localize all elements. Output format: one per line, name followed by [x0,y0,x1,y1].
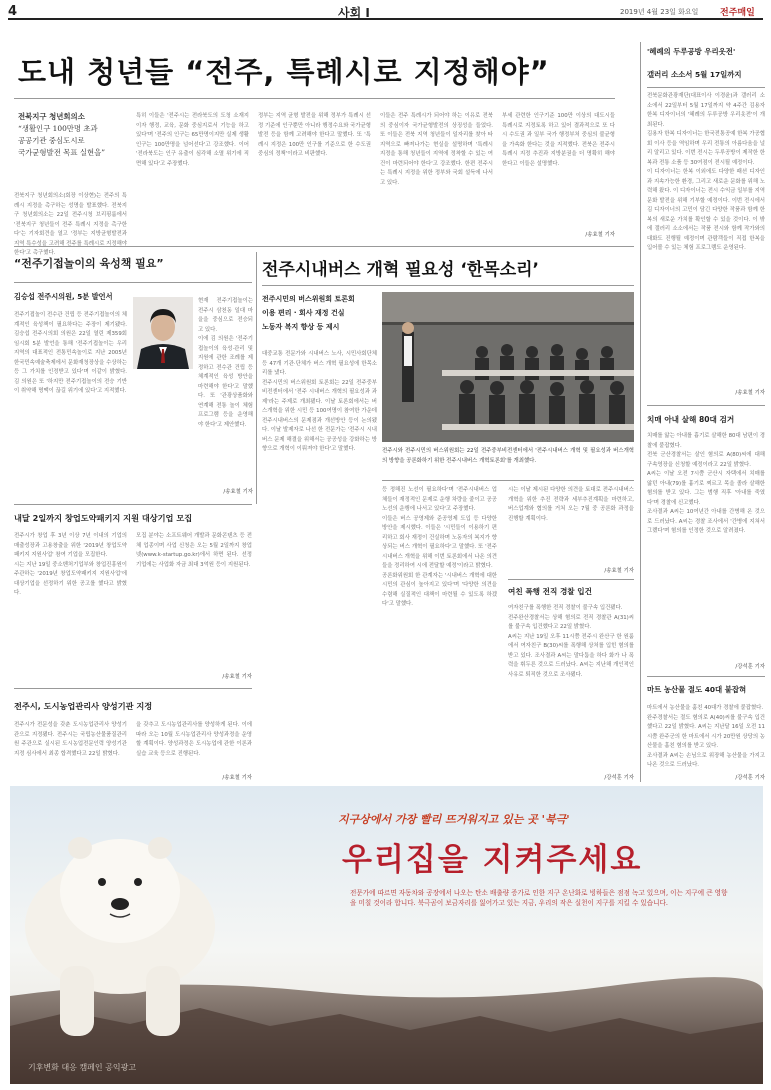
exhibition-box [647,46,765,398]
ad-background [10,786,763,1084]
kijeop-body-right: 현재 전주기접놀이는 전주시 삼천동 일대 마을을 중심으로 전승되고 있다. 이에 김 의원은 '전주기접놀이의 육성·관리 및 지원에 관한 조례를 제정하고 전수관 건립 등 체계적인 육성 방안을 마련해야 한다'고 말했다. 또 '관광상품화와 연계해 전통 놀이 체험 프로그램 등을 운영해야 한다'고 제안했다. [198,298,253,428]
top-body-col1: 전북지구 청년회의소(회장 이상현)는 전주의 특례시 지정을 촉구하는 성명을 발표했다. 전북지구 청년회의소는 22일 전주시청 브리핑룸에서 '전북지구 청년들이 전주 특례시 지정을 촉구한다'는 기자회견을 열고 '정부는 지방균형발전과 지역 특수성을 고려해 전주를 특례시로 지정해야 한다'고 촉구했다. [14,193,129,256]
bus-sub2: 이용 편리 · 회사 재정 건실 [262,309,345,317]
paper-name: 전주매일 [720,8,755,18]
left-rule-2 [14,688,252,689]
bus-rule [262,285,634,286]
kijeop-rule [14,282,252,283]
market-byline: /강석훈 기자 [735,775,765,781]
portrait-illustration [133,297,193,369]
bus-subheads [262,292,377,342]
ad-tagline: 지구상에서 가장 빨리 뜨거워지고 있는 곳 '북극' [338,813,570,826]
mid-rule [508,579,634,580]
top-subheads [18,111,128,186]
column-divider [640,42,641,782]
bus-left-body: 대중교통 전문가와 시내버스 노사, 시민사회단체 등 47개 기관·단체가 버스 개혁 필요성에 한목소리를 냈다. 전주시민의 버스위원회 토론회는 22일 전주중부비전센터에서 '전주 시내버스 개혁의 필요성과 과제'라는 주제로 개최됐다. 이날 토론회에서는 버스개혁을 위한 시민 등 100여명이 참여한 가운데 전주시내버스의 문제점과 개선방안 등이 논의됐다. 이날 발제자로 나선 한 전문가는 '전주시 시내버스 문제 해결을 위해서는 공공성을 강화하는 방향으로 개혁이 이뤄져야 한다'고 말했다. [262,351,377,452]
farm-title: 전주시, 도시농업관리사 양성기관 지정 [14,701,153,711]
exhibition-body: 전북문화관광재단(대표이사 이경윤)과 갤러리 소소에서 22일부터 5월 17일까지 약 4주간 김용자 한복 디자이너의 '혜례의 두루공방 우리옷전'이 개최된다. 김용자 한복 디자이너는 한국전통공예 한복 가공협회 이사 등을 역임하며 우리 전통의 아름다움을 널리 알리고 있다. 이번 전시는 두루공방이 제작한 한복과 전통 소품 등 30여점이 전시될 예정이다. 이 디자이너는 한복 이외에도 다양한 패션 디자인과 지속가능한 환경, 그리고 새로운 문화를 위해 노력해 왔다. 이 디자이너는 전시 수익금 일부를 지역 문화 발전을 위해 기부할 예정이다. 이번 전시에서 김 디자이너의 고민이 담긴 다양한 작품과 함께 한복의 새로운 가치를 확인할 수 있을 것이다. 이 밖에 갤러리 소소에서는 작품 전시와 함께 작가와의 대화도 진행될 예정이며 관람객들이 직접 한복을 입어볼 수 있는 체험 프로그램도 운영된다. [647,93,765,251]
market-title: 마트 농산물 절도 40대 붙잡혀 [647,685,747,694]
subhead-line: 공공기관 중심도시로 [18,136,85,145]
ad-body: 전문가에 따르면 자동차와 공장에서 나오는 탄소 배출량 증가로 인한 지구 온난화로 빙하들은 점점 녹고 있으며, 이는 지구에 큰 영향을 미칠 것이라 합니다. 북극곰이 보금자리를 잃어가고 있는 지금, 우리의 작은 실천이 지구를 지킬 수 있습니다. [350,889,728,907]
kijeop-title: “전주기접놀이의 육성책 필요” [14,257,164,270]
exhibition-rule [647,87,765,88]
top-body-col4: 이들은 전주 특례시가 되어야 하는 이유로 전북의 중심이자 국가균형발전의 상징성을 들었다. 또 이들은 전북 지역 청년들이 일자리를 찾아 타 지역으로 빠져나가는 현실을 설명하며 '특례시 지정을 통해 청년들이 지역에 정착할 수 있는 여건이 마련되어야 한다'고 강조했다. 한편 전주시는 특례시 지정을 위한 정부와 국회 설득에 나서고 있다. [380,113,495,186]
exhibition-title: '혜례의 두루공방 우리옷전' [647,47,736,56]
assault-body: 여자친구를 폭행한 전직 경찰이 불구속 입건됐다. 전주완산경찰서는 상해 혐의로 전직 경찰관 A(31)씨를 불구속 입건했다고 22일 밝혔다. A씨는 지난 19일 오후 11시쯤 전주시 완산구 한 원룸에서 여자친구 B(30)씨를 폭행해 상처를 입힌 혐의를 받고 있다. 조사결과 A씨는 말다툼을 하다 화가 나 폭력을 휘두른 것으로 드러났다. A씨는 지난해 개인적인 사유로 퇴직한 것으로 조사됐다. [508,605,634,678]
assault-byline: /강석훈 기자 [604,775,634,781]
startup-title: 내달 2일까지 창업도약패키지 지원 대상기업 모집 [14,513,193,523]
right-rule-2 [647,676,765,677]
forum-photo [382,292,634,442]
elderly-body: 치매를 앓는 아내를 흉기로 살해한 80대 남편이 경찰에 붙잡혔다. 전북 군산경찰서는 살인 혐의로 A(80)씨에 대해 구속영장을 신청할 예정이라고 22일 밝혔다. A씨는 이날 오전 7시쯤 군산시 자택에서 치매를 앓던 아내(79)를 흉기로 찌르고 목을 졸라 살해한 혐의를 받고 있다. 그는 범행 직후 '아내를 죽였다'며 경찰에 신고했다. 조사결과 A씨는 10여년간 아내를 간병해 온 것으로 드러났다. A씨는 경찰 조사에서 '간병에 지쳐서 그랬다'며 혐의를 인정한 것으로 알려졌다. [647,433,765,534]
right-rule-1 [647,405,765,406]
startup-body-left: 전주시가 창업 후 3년 이상 7년 이내의 기업의 매출성장과 고용창출을 위한 '2019년 창업도약패키지 지원사업' 참여 기업을 모집한다. 시는 지난 19일 중소벤처기업부와 창업진흥원이 주관하는 '2019년 창업도약패키지 지원사업'에 대상기업을 선정하기 위한 공고를 했다고 밝혔다. [14,533,127,596]
forum-scene [382,292,634,442]
startup-byline: /송효철 기자 [222,674,252,680]
top-body-col5: 부세 관련한 인구기준 100만 이상의 대도시들 특례시로 지정토록 하고 있어 결과적으로 또 다시 수도권 과 일부 국가 행정부처 중심의 불균형을 가속화 한다는 것을 지적했다. 전북은 전주시 특례시 지정 추진과 지방분권을 더 명확히 해야 한다고 이들은 설명했다. [502,113,617,167]
kijeop-subtitle: 김승섭 전주시의원, 5분 발언서 [14,292,113,301]
forum-caption: 전주시와 전주시민의 버스위원회는 22일 전주중부비전센터에서 '전주시내버스 개혁 및 필요성과 버스개혁의 방향을 공론화하기 위한 전주시내버스 개혁토론회'를 개최했다. [382,448,634,464]
ad-headline: 우리집을 지켜주세요 [342,842,643,878]
farm-body-right: 을 갖추고 도시농업관리사를 양성하게 된다. 이에 따라 오는 10월 도시농업관리사 양성과정을 운영할 계획이다. 양성과정은 도시농업에 관한 이론과 실습 교육 등으로 진행된다. [136,722,254,757]
top-body-col3: 정부는 지역 균형 발전을 위해 정부가 특례시 선정 기준에 인구뿐만 아니라 행정수요와 국가균형발전 등을 함께 고려해야 한다고 말했다. 또 '특례시 지정은 100만 인구를 기준으로 한 수도권 중심의 정책'이라고 비판했다. [258,113,373,157]
farm-body-left: 전주시가 전문성을 갖춘 도시농업관리사 양성기관으로 지정됐다. 전주시는 국립농산물품질관리원 주관으로 실시된 도시농업전문인력 양성기관 지정 심사에서 최종 합격했다고 22일 밝혔다. [14,722,129,757]
elderly-byline: /강석훈 기자 [735,664,765,670]
market-body: 마트에서 농산물을 훔친 40대가 경찰에 붙잡혔다. 완주경찰서는 절도 혐의로 A(40)씨를 불구속 입건했다고 22일 밝혔다. A씨는 지난달 16일 오전 11시쯤 완주군의 한 마트에서 시가 20만원 상당의 농산물을 훔친 혐의를 받고 있다. 조사결과 A씨는 손님으로 위장해 농산물을 가지고 나온 것으로 드러났다. [647,705,765,768]
headline-rule [14,98,615,99]
councilor-photo [133,297,193,369]
section-title: 사회 Ⅰ [338,6,370,20]
section-rule [14,246,634,247]
page-header [8,4,763,20]
subhead-line: 국가균형발전 목표 실현을” [18,148,106,157]
left-rule-1 [14,504,252,505]
column-divider-2 [256,252,257,504]
bus-right-body: 시는 이날 제시된 다양한 의견을 토대로 전주시내버스 개혁을 위한 추진 전략과 세부추진계획을 마련하고, 버스업계와 협의를 거쳐 오는 7월 중 공론화 과정을 진행할 계획이다. [508,487,636,522]
bus-sub1: 전주시민의 버스위원회 토론회 [262,295,355,303]
issue-date: 2019년 4월 23일 화요일 [620,8,699,16]
exhibition-subtitle: 갤러리 소소서 5월 17일까지 [647,70,742,79]
subhead-line: 전북지구 청년회의소 [18,112,85,121]
page-number: 4 [8,4,18,19]
bus-sub3: 노동자 복지 향상 등 제시 [262,323,340,331]
top-body-col2: 특히 이들은 '전주시는 전라북도의 도청 소재지이자 행정, 교육, 문화 중심지로서 기능을 하고 있다'며 '전주의 인구는 65만명이지만 실제 생활인구는 100만명을 넘어선다'고 강조했다. 이어 '전라북도는 인구 유출이 심각해 소멸 위기에 직면해 있다'고 주장했다. [136,113,251,167]
top-headline: 도내 청년들 “전주, 특례시로 지정해야” [18,55,550,89]
farm-byline: /송효철 기자 [222,775,252,781]
caption-rule [382,480,634,481]
startup-body-right: 모집 분야는 소프트웨어 개발과 문화콘텐츠 등 전체 업종이며 사업 신청은 오는 5월 2일까지 창업넷(www.k-startup.go.kr)에서 하면 된다. 선정 기업에는 사업화 자금 최대 3억원 등이 지원된다. [136,533,254,568]
kijeop-byline: /송효철 기자 [223,489,253,495]
climate-ad [10,786,763,1084]
subhead-line: “생활인구 100만명 초과 [18,124,98,133]
bus-mid-body: 등 정해진 노선이 필요하다'며 '전주시내버스 업체들이 재정적인 문제로 운행 차량을 줄이고 공공 노선의 운행에 나서고 있다'고 주장했다. 이들은 버스 공영제와 준공영제 도입 등 다양한 방안을 제시했다. 이들은 '시민들이 이용하기 편리하고 회사 재정이 건실하며 노동자의 복지가 향상되는 버스 개혁이 필요하다'고 말했다. 또 '전주시내버스 개혁을 위해 이번 토론회에서 나온 의견들을 정리하여 시에 전달할 예정'이라고 밝혔다. 공론화위원회 한 관계자는 '시내버스 개혁에 대한 시민의 관심이 높아지고 있다'며 '다양한 의견을 수렴해 실질적인 대책이 마련될 수 있도록 하겠다'고 말했다. [382,487,497,607]
bus-headline: 전주시내버스 개혁 필요성 ‘한목소리’ [262,260,540,280]
bus-byline: /송효철 기자 [604,568,634,574]
kijeop-body-left: 전주기접놀이 전수관 건립 등 전주기접놀이의 체계적인 육성책이 필요하다는 주장이 제기됐다. 김승섭 전주시의회 의원은 22일 열린 제359회 임시회 5분 발언을 통해 '전주기접놀이는 우리 지역의 대표적인 전통민속놀이로 지난 2005년 한국민속예술축제에서 문화재청장상을 수상하는 등 그 가치를 인정받고 있다'며 이같이 밝혔다. 김 의원은 또 '하지만 전주기접놀이의 전승 기반이 취약해 명맥이 끊길 위기에 있다'고 지적했다. [14,312,129,394]
top-byline: /송효철 기자 [585,232,615,238]
assault-title: 여친 폭행 전직 경찰 입건 [508,587,592,596]
ad-footer: 기후변화 대응 캠페인 공익광고 [28,1063,137,1072]
exhibition-byline: /송효철 기자 [735,390,765,396]
elderly-title: 치매 아내 살해 80대 검거 [647,415,735,424]
